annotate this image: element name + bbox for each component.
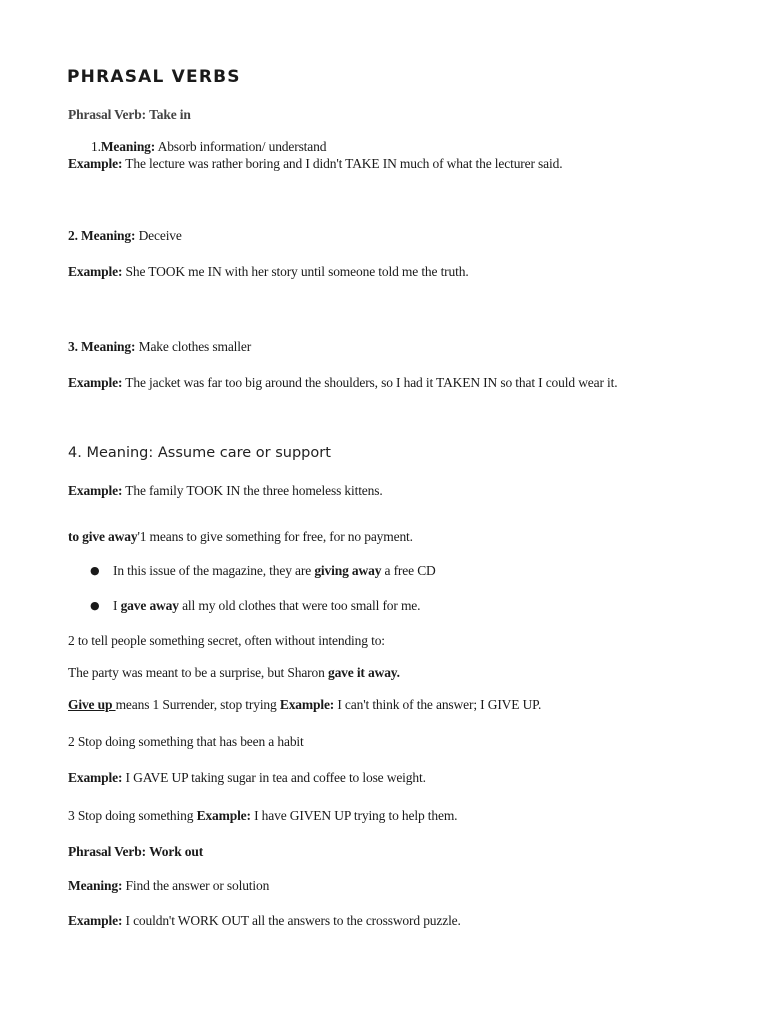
phrasal-verb-heading-work-out bbox=[68, 844, 203, 860]
example-text: The family TOOK IN the three homeless kittens. bbox=[122, 483, 383, 498]
meaning-4-heading: 4. Meaning: Assume care or support bbox=[68, 445, 331, 461]
heading-verb: Work out bbox=[149, 844, 204, 859]
example-2 bbox=[68, 264, 469, 280]
meaning-1 bbox=[91, 139, 326, 155]
bullet-text-after: a free CD bbox=[381, 563, 436, 578]
example-label: Example: bbox=[68, 483, 123, 498]
bullet-icon: ● bbox=[90, 564, 100, 577]
meaning-number: 1. bbox=[91, 139, 101, 154]
example-label: Example: bbox=[68, 770, 123, 785]
meaning-text: Absorb information/ understand bbox=[155, 139, 327, 154]
example-text: The party was meant to be a surprise, but Sharon bbox=[68, 665, 328, 680]
example-label: Example: bbox=[68, 375, 123, 390]
example-bold: gave it away. bbox=[327, 665, 400, 680]
example-3 bbox=[68, 375, 617, 391]
give-away-definition-1 bbox=[68, 529, 413, 545]
example-text: I GAVE UP taking sugar in tea and coffee to lose weight. bbox=[122, 770, 426, 785]
meaning-label: 2. Meaning: bbox=[68, 228, 136, 243]
meaning-label: Meaning: bbox=[68, 878, 123, 893]
meaning-text: Deceive bbox=[135, 228, 182, 243]
give-up-definition-2: 2 Stop doing something that has been a habit bbox=[68, 734, 304, 749]
example-text: She TOOK me IN with her story until someone told me the truth. bbox=[122, 264, 469, 279]
bullet-text-bold: giving away bbox=[314, 563, 382, 578]
heading-verb: Take in bbox=[149, 107, 191, 122]
give-up-term: Give up bbox=[68, 697, 116, 712]
work-out-example bbox=[68, 913, 461, 929]
example-text: I have GIVEN UP trying to help them. bbox=[250, 808, 458, 823]
meaning-text: Make clothes smaller bbox=[135, 339, 252, 354]
example-text: I couldn't WORK OUT all the answers to the crossword puzzle. bbox=[122, 913, 461, 928]
example-label: Example: bbox=[68, 156, 123, 171]
give-up-example-2 bbox=[68, 770, 426, 786]
example-4 bbox=[68, 483, 383, 499]
bullet-text-before: In this issue of the magazine, they are bbox=[113, 563, 315, 578]
example-1 bbox=[68, 156, 562, 172]
example-text: The jacket was far too big around the shoulders, so I had it TAKEN IN so that I could wear it. bbox=[122, 375, 618, 390]
give-up-definition-1 bbox=[68, 697, 541, 713]
bullet-text-after: all my old clothes that were too small for me. bbox=[178, 598, 421, 613]
definition-text: '1 means to give something for free, for no payment. bbox=[137, 529, 413, 544]
example-label: Example: bbox=[68, 913, 123, 928]
definition-text: 3 Stop doing something bbox=[68, 808, 197, 823]
give-up-definition-3 bbox=[68, 808, 457, 824]
meaning-3 bbox=[68, 339, 251, 355]
phrasal-verb-heading-take-in bbox=[68, 107, 191, 123]
give-away-definition-2: 2 to tell people something secret, often without intending to: bbox=[68, 633, 385, 648]
definition-text: means 1 Surrender, stop trying bbox=[115, 697, 280, 712]
bullet-text-bold: gave away bbox=[120, 598, 179, 613]
heading-label: Phrasal Verb: bbox=[68, 844, 146, 859]
meaning-text: Find the answer or solution bbox=[122, 878, 270, 893]
bullet-item-2 bbox=[113, 598, 420, 614]
example-label: Example: bbox=[279, 697, 335, 712]
meaning-2 bbox=[68, 228, 182, 244]
work-out-meaning bbox=[68, 878, 269, 894]
page-title: PHRASAL VERBS bbox=[67, 67, 241, 87]
example-text: I can't think of the answer; I GIVE UP. bbox=[334, 697, 542, 712]
bullet-icon: ● bbox=[90, 599, 100, 612]
meaning-label: Meaning: bbox=[100, 139, 156, 154]
example-label: Example: bbox=[68, 264, 123, 279]
give-away-term: to give away bbox=[68, 529, 138, 544]
give-away-example-2 bbox=[68, 665, 400, 681]
bullet-item-1 bbox=[113, 563, 436, 579]
meaning-label: 3. Meaning: bbox=[68, 339, 136, 354]
bullet-text-before: I bbox=[113, 598, 121, 613]
example-label: Example: bbox=[196, 808, 251, 823]
example-text: The lecture was rather boring and I didn't TAKE IN much of what the lecturer said. bbox=[122, 156, 563, 171]
heading-label: Phrasal Verb: bbox=[68, 107, 146, 122]
